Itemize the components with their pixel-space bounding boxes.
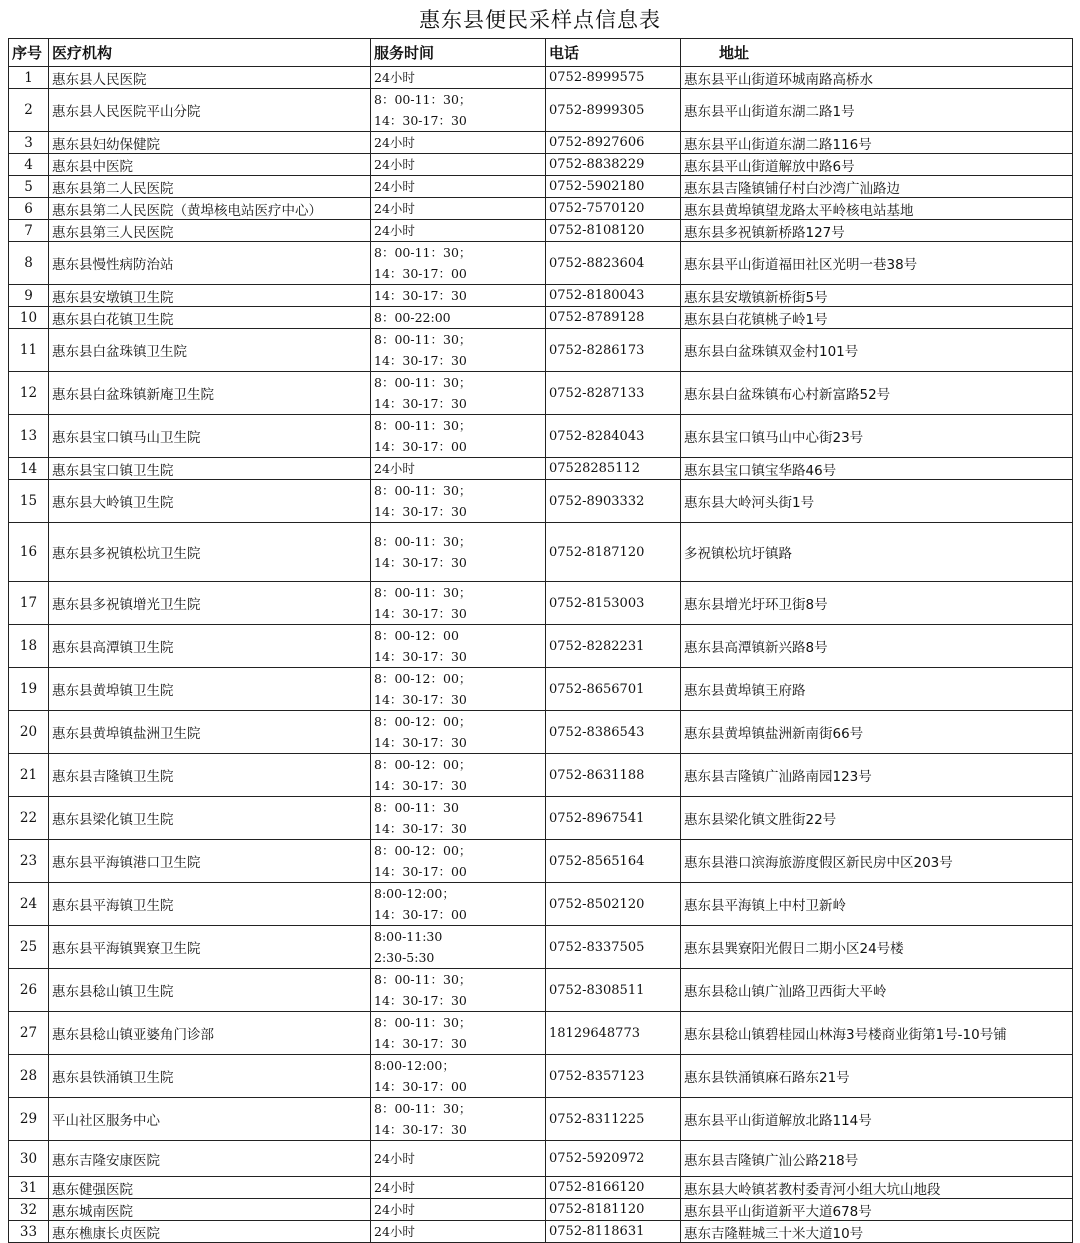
row-number: 6 (9, 198, 49, 220)
institution-name: 惠东县梁化镇卫生院 (49, 797, 371, 840)
institution-name: 惠东县人民医院 (49, 67, 371, 89)
service-hours: 8：00-12：00； 14：30-17：00 (371, 840, 546, 883)
phone-number: 0752-8282231 (546, 625, 681, 668)
table-row (9, 1055, 1073, 1098)
row-number: 21 (9, 754, 49, 797)
table-row (9, 220, 1073, 242)
table-row (9, 883, 1073, 926)
institution-name: 惠东县白花镇卫生院 (49, 307, 371, 329)
institution-name: 惠东县平海镇巽寮卫生院 (49, 926, 371, 969)
address: 惠东县黄埠镇盐洲新南街66号 (681, 711, 1073, 754)
address: 惠东县平山街道东湖二路116号 (681, 132, 1073, 154)
service-hours: 14：30-17：30 (371, 285, 546, 307)
phone-number: 0752-8187120 (546, 523, 681, 582)
address: 惠东县吉隆镇铺仔村白沙湾广汕路边 (681, 176, 1073, 198)
table-row (9, 625, 1073, 668)
service-hours: 24小时 (371, 132, 546, 154)
phone-number: 0752-8656701 (546, 668, 681, 711)
institution-name: 惠东县慢性病防治站 (49, 242, 371, 285)
table-row (9, 242, 1073, 285)
service-hours: 8：00-11：30； 14：30-17：30 (371, 372, 546, 415)
row-number: 26 (9, 969, 49, 1012)
header-no: 序号 (9, 39, 49, 67)
phone-number: 0752-8337505 (546, 926, 681, 969)
table-row (9, 67, 1073, 89)
row-number: 23 (9, 840, 49, 883)
row-number: 9 (9, 285, 49, 307)
phone-number: 0752-8823604 (546, 242, 681, 285)
phone-number: 0752-8386543 (546, 711, 681, 754)
table-row (9, 523, 1073, 582)
row-number: 30 (9, 1141, 49, 1177)
phone-number: 0752-8308511 (546, 969, 681, 1012)
table-row (9, 480, 1073, 523)
institution-name: 惠东县多祝镇增光卫生院 (49, 582, 371, 625)
address: 惠东县港口滨海旅游度假区新民房中区203号 (681, 840, 1073, 883)
institution-name: 惠东县铁涌镇卫生院 (49, 1055, 371, 1098)
row-number: 33 (9, 1221, 49, 1243)
row-number: 31 (9, 1177, 49, 1199)
institution-name: 惠东县平海镇卫生院 (49, 883, 371, 926)
document-title: 惠东县便民采样点信息表 (419, 8, 661, 32)
address: 惠东县安墩镇新桥街5号 (681, 285, 1073, 307)
address: 惠东县高潭镇新兴路8号 (681, 625, 1073, 668)
row-number: 17 (9, 582, 49, 625)
row-number: 11 (9, 329, 49, 372)
institution-name: 平山社区服务中心 (49, 1098, 371, 1141)
phone-number: 0752-8999575 (546, 67, 681, 89)
institution-name: 惠东县稔山镇亚婆角门诊部 (49, 1012, 371, 1055)
service-hours: 24小时 (371, 1141, 546, 1177)
address: 惠东县梁化镇文胜街22号 (681, 797, 1073, 840)
table-row (9, 307, 1073, 329)
phone-number: 0752-8166120 (546, 1177, 681, 1199)
row-number: 5 (9, 176, 49, 198)
row-number: 2 (9, 89, 49, 132)
table-row (9, 1098, 1073, 1141)
row-number: 12 (9, 372, 49, 415)
phone-number: 0752-8287133 (546, 372, 681, 415)
institution-name: 惠东县白盆珠镇卫生院 (49, 329, 371, 372)
phone-number: 0752-8631188 (546, 754, 681, 797)
address: 惠东县稔山镇广汕路卫西街大平岭 (681, 969, 1073, 1012)
phone-number: 0752-8108120 (546, 220, 681, 242)
address: 惠东县增光圩环卫街8号 (681, 582, 1073, 625)
institution-name: 惠东县稔山镇卫生院 (49, 969, 371, 1012)
row-number: 18 (9, 625, 49, 668)
institution-name: 惠东县妇幼保健院 (49, 132, 371, 154)
table-row (9, 154, 1073, 176)
service-hours: 8：00-11：30； 14：30-17：30 (371, 582, 546, 625)
phone-number: 0752-8999305 (546, 89, 681, 132)
row-number: 8 (9, 242, 49, 285)
address: 惠东吉隆鞋城三十米大道10号 (681, 1221, 1073, 1243)
table-row (9, 1141, 1073, 1177)
row-number: 27 (9, 1012, 49, 1055)
institution-name: 惠东吉隆安康医院 (49, 1141, 371, 1177)
service-hours: 8：00-11：30； 14：30-17：00 (371, 415, 546, 458)
service-hours: 8:00-11:30 2:30-5:30 (371, 926, 546, 969)
institution-name: 惠东县宝口镇马山卫生院 (49, 415, 371, 458)
address: 惠东县巽寮阳光假日二期小区24号楼 (681, 926, 1073, 969)
phone-number: 07528285112 (546, 458, 681, 480)
address: 惠东县白盆珠镇布心村新富路52号 (681, 372, 1073, 415)
table-row (9, 711, 1073, 754)
service-hours: 24小时 (371, 1221, 546, 1243)
phone-number: 0752-8357123 (546, 1055, 681, 1098)
table-row (9, 132, 1073, 154)
address: 惠东县平海镇上中村卫新岭 (681, 883, 1073, 926)
address: 惠东县平山街道环城南路高桥水 (681, 67, 1073, 89)
institution-name: 惠东县第二人民医院 (49, 176, 371, 198)
phone-number: 0752-8181120 (546, 1199, 681, 1221)
institution-name: 惠东县第三人民医院 (49, 220, 371, 242)
address: 惠东县宝口镇马山中心街23号 (681, 415, 1073, 458)
address: 惠东县稔山镇碧桂园山林海3号楼商业街第1号-10号铺 (681, 1012, 1073, 1055)
address: 惠东县黄埠镇王府路 (681, 668, 1073, 711)
address: 惠东县白花镇桃子岭1号 (681, 307, 1073, 329)
row-number: 10 (9, 307, 49, 329)
header-name: 医疗机构 (49, 39, 371, 67)
service-hours: 8：00-11：30； 14：30-17：00 (371, 242, 546, 285)
phone-number: 0752-7570120 (546, 198, 681, 220)
header-time: 服务时间 (371, 39, 546, 67)
service-hours: 24小时 (371, 1199, 546, 1221)
service-hours: 8：00-12：00； 14：30-17：30 (371, 711, 546, 754)
header-phone: 电话 (546, 39, 681, 67)
service-hours: 8：00-12：00； 14：30-17：30 (371, 754, 546, 797)
service-hours: 8：00-11：30； 14：30-17：30 (371, 523, 546, 582)
address: 惠东县多祝镇新桥路127号 (681, 220, 1073, 242)
service-hours: 24小时 (371, 458, 546, 480)
table-row (9, 1221, 1073, 1243)
phone-number: 0752-8565164 (546, 840, 681, 883)
row-number: 32 (9, 1199, 49, 1221)
row-number: 16 (9, 523, 49, 582)
row-number: 3 (9, 132, 49, 154)
institution-name: 惠东城南医院 (49, 1199, 371, 1221)
address: 惠东县大岭镇茗教村委青河小组大坑山地段 (681, 1177, 1073, 1199)
table-row (9, 797, 1073, 840)
service-hours: 24小时 (371, 198, 546, 220)
service-hours: 24小时 (371, 176, 546, 198)
service-hours: 24小时 (371, 1177, 546, 1199)
phone-number: 0752-8967541 (546, 797, 681, 840)
row-number: 13 (9, 415, 49, 458)
phone-number: 0752-8118631 (546, 1221, 681, 1243)
service-hours: 8：00-11：30； 14：30-17：30 (371, 329, 546, 372)
table-row (9, 1012, 1073, 1055)
phone-number: 0752-8502120 (546, 883, 681, 926)
phone-number: 0752-8927606 (546, 132, 681, 154)
address: 惠东县黄埠镇望龙路太平岭核电站基地 (681, 198, 1073, 220)
phone-number: 0752-8153003 (546, 582, 681, 625)
institution-name: 惠东县吉隆镇卫生院 (49, 754, 371, 797)
service-hours: 8：00-11：30； 14：30-17：30 (371, 1012, 546, 1055)
institution-name: 惠东县白盆珠镇新庵卫生院 (49, 372, 371, 415)
service-hours: 8：00-12：00 14：30-17：30 (371, 625, 546, 668)
phone-number: 0752-8903332 (546, 480, 681, 523)
address: 多祝镇松坑圩镇路 (681, 523, 1073, 582)
service-hours: 24小时 (371, 154, 546, 176)
phone-number: 0752-8789128 (546, 307, 681, 329)
table-header-row (9, 39, 1073, 67)
address: 惠东县大岭河头街1号 (681, 480, 1073, 523)
institution-name: 惠东县第二人民医院（黄埠核电站医疗中心） (49, 198, 371, 220)
phone-number: 0752-5920972 (546, 1141, 681, 1177)
address: 惠东县宝口镇宝华路46号 (681, 458, 1073, 480)
row-number: 28 (9, 1055, 49, 1098)
phone-number: 18129648773 (546, 1012, 681, 1055)
institution-name: 惠东县安墩镇卫生院 (49, 285, 371, 307)
institution-name: 惠东县黄埠镇盐洲卫生院 (49, 711, 371, 754)
header-address: 地址 (681, 39, 1073, 67)
service-hours: 8：00-11：30； 14：30-17：30 (371, 480, 546, 523)
address: 惠东县吉隆镇广汕路南园123号 (681, 754, 1073, 797)
table-row (9, 415, 1073, 458)
institution-name: 惠东县多祝镇松坑卫生院 (49, 523, 371, 582)
table-row (9, 754, 1073, 797)
table-row (9, 198, 1073, 220)
institution-name: 惠东县黄埠镇卫生院 (49, 668, 371, 711)
row-number: 14 (9, 458, 49, 480)
row-number: 25 (9, 926, 49, 969)
table-row (9, 285, 1073, 307)
address: 惠东县平山街道东湖二路1号 (681, 89, 1073, 132)
institution-name: 惠东县中医院 (49, 154, 371, 176)
row-number: 29 (9, 1098, 49, 1141)
table-row (9, 89, 1073, 132)
table-row (9, 329, 1073, 372)
phone-number: 0752-8180043 (546, 285, 681, 307)
service-hours: 8：00-22:00 (371, 307, 546, 329)
table-row (9, 840, 1073, 883)
service-hours: 8：00-11：30； 14：30-17：30 (371, 969, 546, 1012)
address: 惠东县平山街道新平大道678号 (681, 1199, 1073, 1221)
table-row (9, 582, 1073, 625)
institution-name: 惠东健强医院 (49, 1177, 371, 1199)
table-row (9, 969, 1073, 1012)
row-number: 20 (9, 711, 49, 754)
phone-number: 0752-5902180 (546, 176, 681, 198)
institution-name: 惠东县平海镇港口卫生院 (49, 840, 371, 883)
address: 惠东县平山街道解放北路114号 (681, 1098, 1073, 1141)
sampling-sites-table (8, 38, 1073, 1243)
row-number: 19 (9, 668, 49, 711)
address: 惠东县平山街道福田社区光明一巷38号 (681, 242, 1073, 285)
institution-name: 惠东县大岭镇卫生院 (49, 480, 371, 523)
service-hours: 8:00-12:00； 14：30-17：00 (371, 1055, 546, 1098)
service-hours: 24小时 (371, 67, 546, 89)
table-row (9, 372, 1073, 415)
institution-name: 惠东县人民医院平山分院 (49, 89, 371, 132)
service-hours: 24小时 (371, 220, 546, 242)
address: 惠东县平山街道解放中路6号 (681, 154, 1073, 176)
phone-number: 0752-8284043 (546, 415, 681, 458)
table-row (9, 1177, 1073, 1199)
phone-number: 0752-8286173 (546, 329, 681, 372)
service-hours: 8:00-12:00； 14：30-17：00 (371, 883, 546, 926)
row-number: 7 (9, 220, 49, 242)
row-number: 22 (9, 797, 49, 840)
address: 惠东县铁涌镇麻石路东21号 (681, 1055, 1073, 1098)
row-number: 1 (9, 67, 49, 89)
table-row (9, 926, 1073, 969)
address: 惠东县白盆珠镇双金村101号 (681, 329, 1073, 372)
address: 惠东县吉隆镇广汕公路218号 (681, 1141, 1073, 1177)
service-hours: 8：00-11：30； 14：30-17：30 (371, 1098, 546, 1141)
table-row (9, 668, 1073, 711)
service-hours: 8：00-11：30； 14：30-17：30 (371, 89, 546, 132)
table-row (9, 176, 1073, 198)
row-number: 4 (9, 154, 49, 176)
table-row (9, 1199, 1073, 1221)
service-hours: 8：00-12：00； 14：30-17：30 (371, 668, 546, 711)
institution-name: 惠东县宝口镇卫生院 (49, 458, 371, 480)
institution-name: 惠东樵康长贞医院 (49, 1221, 371, 1243)
phone-number: 0752-8311225 (546, 1098, 681, 1141)
phone-number: 0752-8838229 (546, 154, 681, 176)
service-hours: 8：00-11：30 14：30-17：30 (371, 797, 546, 840)
institution-name: 惠东县高潭镇卫生院 (49, 625, 371, 668)
table-row (9, 458, 1073, 480)
row-number: 24 (9, 883, 49, 926)
row-number: 15 (9, 480, 49, 523)
